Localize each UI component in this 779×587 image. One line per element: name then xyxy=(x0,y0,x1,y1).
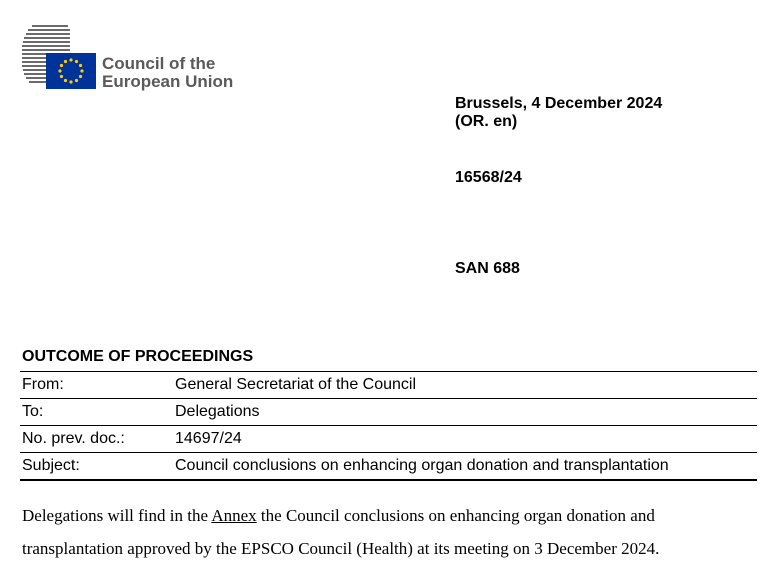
row-label: To: xyxy=(22,403,44,420)
flag-star xyxy=(75,79,78,82)
classification-code: SAN 688 xyxy=(455,260,520,277)
flag-star xyxy=(64,79,67,82)
table-row-to xyxy=(20,399,757,426)
flag-star xyxy=(60,75,63,78)
flag-star xyxy=(79,75,82,78)
organisation-name-line1: Council of the xyxy=(102,54,216,73)
annex-link[interactable]: Annex xyxy=(211,506,257,525)
flag-star xyxy=(69,58,72,61)
flag-star xyxy=(64,60,67,63)
eu-council-logo-icon xyxy=(22,25,98,90)
flag-star xyxy=(80,69,83,72)
original-language: (OR. en) xyxy=(455,113,518,130)
body-paragraph xyxy=(22,499,752,565)
row-label: No. prev. doc.: xyxy=(22,430,125,447)
body-text-start: Delegations will find in the xyxy=(22,506,212,525)
outcome-table xyxy=(20,371,757,481)
row-label: From: xyxy=(22,376,64,393)
place-and-date: Brussels, 4 December 2024 xyxy=(455,95,663,112)
flag-star xyxy=(79,64,82,67)
body-text-end: the Council conclusions on enhancing organ donation and transplantation approved by the EPSCO Council (Health) at its meeting on 3 December 2024. xyxy=(22,506,660,558)
table-row-subject xyxy=(20,453,757,481)
document-number: 16568/24 xyxy=(455,169,522,186)
row-value: General Secretariat of the Council xyxy=(175,376,417,393)
organisation-name xyxy=(102,55,233,91)
flag-star xyxy=(58,69,61,72)
table-row-prev-doc xyxy=(20,426,757,453)
outcome-heading: OUTCOME OF PROCEEDINGS xyxy=(22,348,254,365)
row-value: Council conclusions on enhancing organ donation and transplantation xyxy=(175,457,669,474)
row-value: Delegations xyxy=(175,403,260,420)
row-label: Subject: xyxy=(22,457,80,474)
organisation-name-line2: European Union xyxy=(102,72,234,91)
row-value: 14697/24 xyxy=(175,430,242,447)
table-row-from xyxy=(20,372,757,399)
flag-star xyxy=(75,60,78,63)
council-logo xyxy=(22,25,262,95)
flag-star xyxy=(69,80,72,83)
flag-star xyxy=(60,64,63,67)
